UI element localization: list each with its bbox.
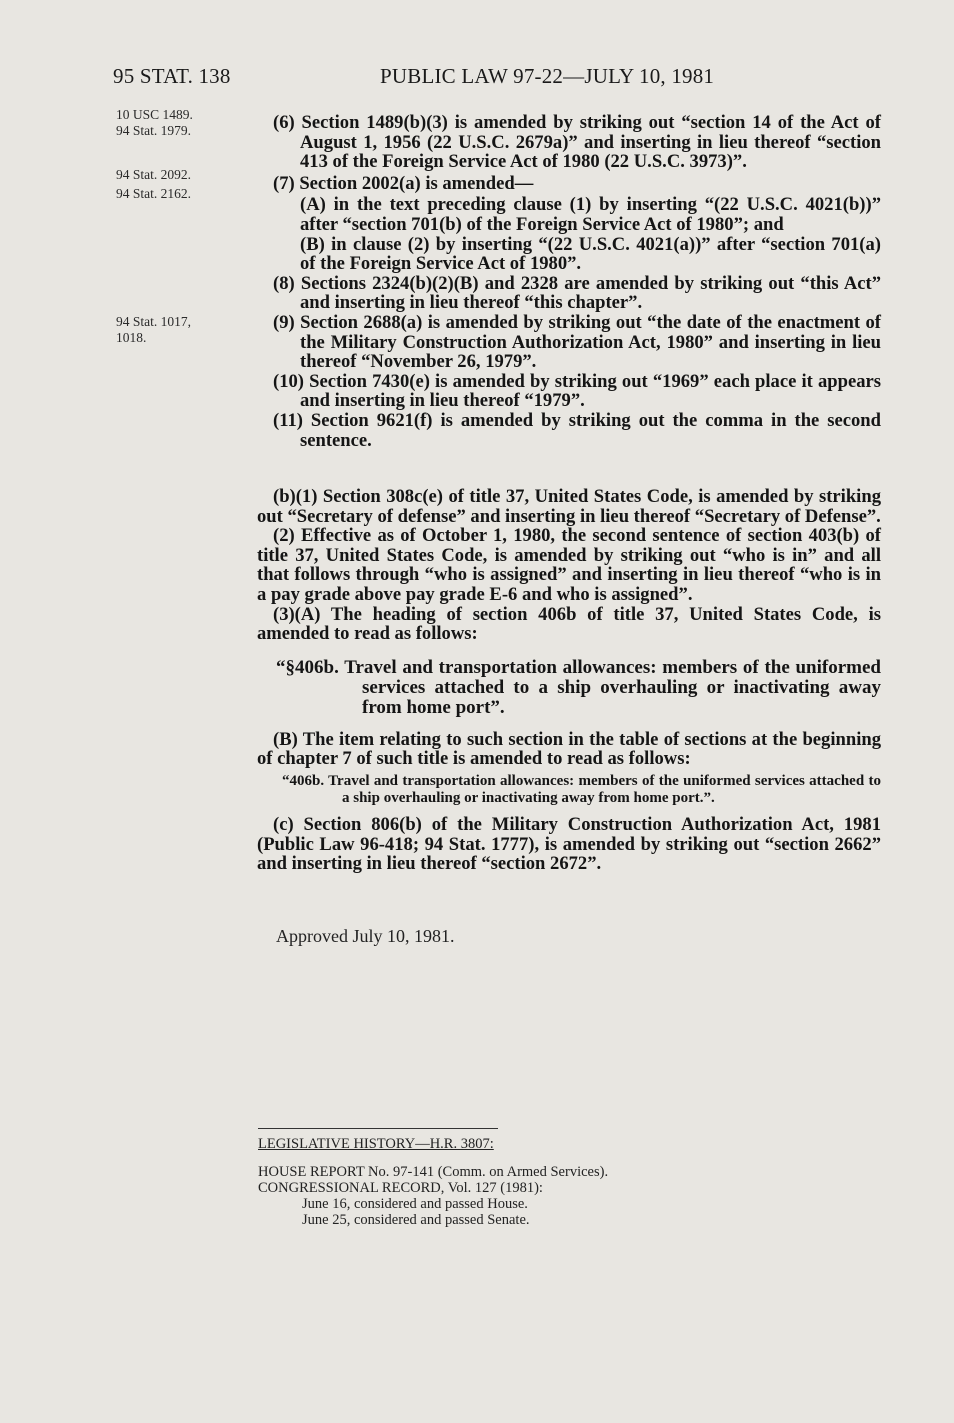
paragraph: (6) Section 1489(b)(3) is amended by striking out “section 14 of the Act of August 1, 1956 (22 U.S.C. 2679a)” and inserting in lieu thereof “section 413 of the Foreign Service Act of 1980 (22 U.S.C. 3973)”. (273, 112, 881, 173)
legislative-history-entry: June 16, considered and passed House. (302, 1196, 528, 1212)
margin-note: 94 Stat. 1017, (116, 314, 192, 329)
paragraph: (A) in the text preceding clause (1) by inserting “(22 U.S.C. 4021(b))” after “section 701(b) of the Foreign Service Act of 1980”; and (300, 194, 881, 235)
paragraph: (b)(1) Section 308c(e) of title 37, United States Code, is amended by striking out “Secretary of defense” and inserting in lieu thereof “Secretary of Defense”. (257, 486, 881, 527)
page-stat-citation: 95 STAT. 138 (113, 64, 231, 88)
congressional-record: CONGRESSIONAL RECORD, Vol. 127 (1981): (258, 1180, 543, 1196)
divider (258, 1128, 498, 1129)
legislative-history-entry: June 25, considered and passed Senate. (302, 1212, 530, 1228)
table-of-sections-entry: “406b. Travel and transportation allowances: members of the uniformed services attached to a ship overhauling or inactivating away from home port.”. (282, 772, 881, 806)
paragraph: (B) in clause (2) by inserting “(22 U.S.C. 4021(a))” after “section 701(a) of the Foreign Service Act of 1980”. (300, 233, 881, 275)
paragraph: (c) Section 806(b) of the Military Construction Authorization Act, 1981 (Public Law 96-418; 94 Stat. 1777), is amended by striking out “section 2662” and inserting in lieu thereof “section 2672”. (257, 813, 881, 875)
margin-note: 94 Stat. 2092. (116, 167, 192, 182)
page-running-title: PUBLIC LAW 97-22—JULY 10, 1981 (380, 64, 715, 88)
paragraph: (B) The item relating to such section in the table of sections at the beginning of chapter 7 of such title is amended to read as follows: (257, 728, 881, 770)
body-text (257, 113, 881, 450)
paragraph: (3)(A) The heading of section 406b of title 37, United States Code, is amended to read as follows: (257, 603, 881, 645)
body-text-b (257, 487, 881, 874)
margin-note: 1018. (116, 330, 147, 345)
margin-note: 94 Stat. 1979. (116, 123, 192, 138)
section-heading-406b: “§406b. Travel and transportation allowances: members of the uniformed services attached to a ship overhauling or inactivating away from home port”. (276, 656, 881, 718)
paragraph: (7) Section 2002(a) is amended— (273, 172, 534, 194)
legislative-history (258, 1136, 778, 1228)
paragraph: (2) Effective as of October 1, 1980, the second sentence of section 403(b) of title 37, United States Code, is amended by striking out “who is in” and all that follows through “who is assigned” and inserting in lieu thereof “who is in a pay grade above pay grade E-6 and who is assigned”. (257, 525, 881, 605)
paragraph: (11) Section 9621(f) is amended by striking out the comma in the second sentence. (273, 409, 881, 451)
paragraph: (8) Sections 2324(b)(2)(B) and 2328 are amended by striking out “this Act” and inserting in lieu thereof “this chapter”. (273, 272, 881, 314)
approval-date: Approved July 10, 1981. (276, 926, 455, 946)
paragraph: (9) Section 2688(a) is amended by striking out “the date of the enactment of the Military Construction Authorization Act, 1980” and inserting in lieu thereof “November 26, 1979”. (273, 311, 881, 373)
margin-note: 94 Stat. 2162. (116, 186, 192, 201)
legislative-history-title: LEGISLATIVE HISTORY—H.R. 3807: (258, 1136, 494, 1152)
house-report: HOUSE REPORT No. 97-141 (Comm. on Armed Services). (258, 1164, 609, 1180)
paragraph: (10) Section 7430(e) is amended by striking out “1969” each place it appears and inserting in lieu thereof “1979”. (273, 370, 881, 412)
margin-note: 10 USC 1489. (116, 107, 193, 122)
